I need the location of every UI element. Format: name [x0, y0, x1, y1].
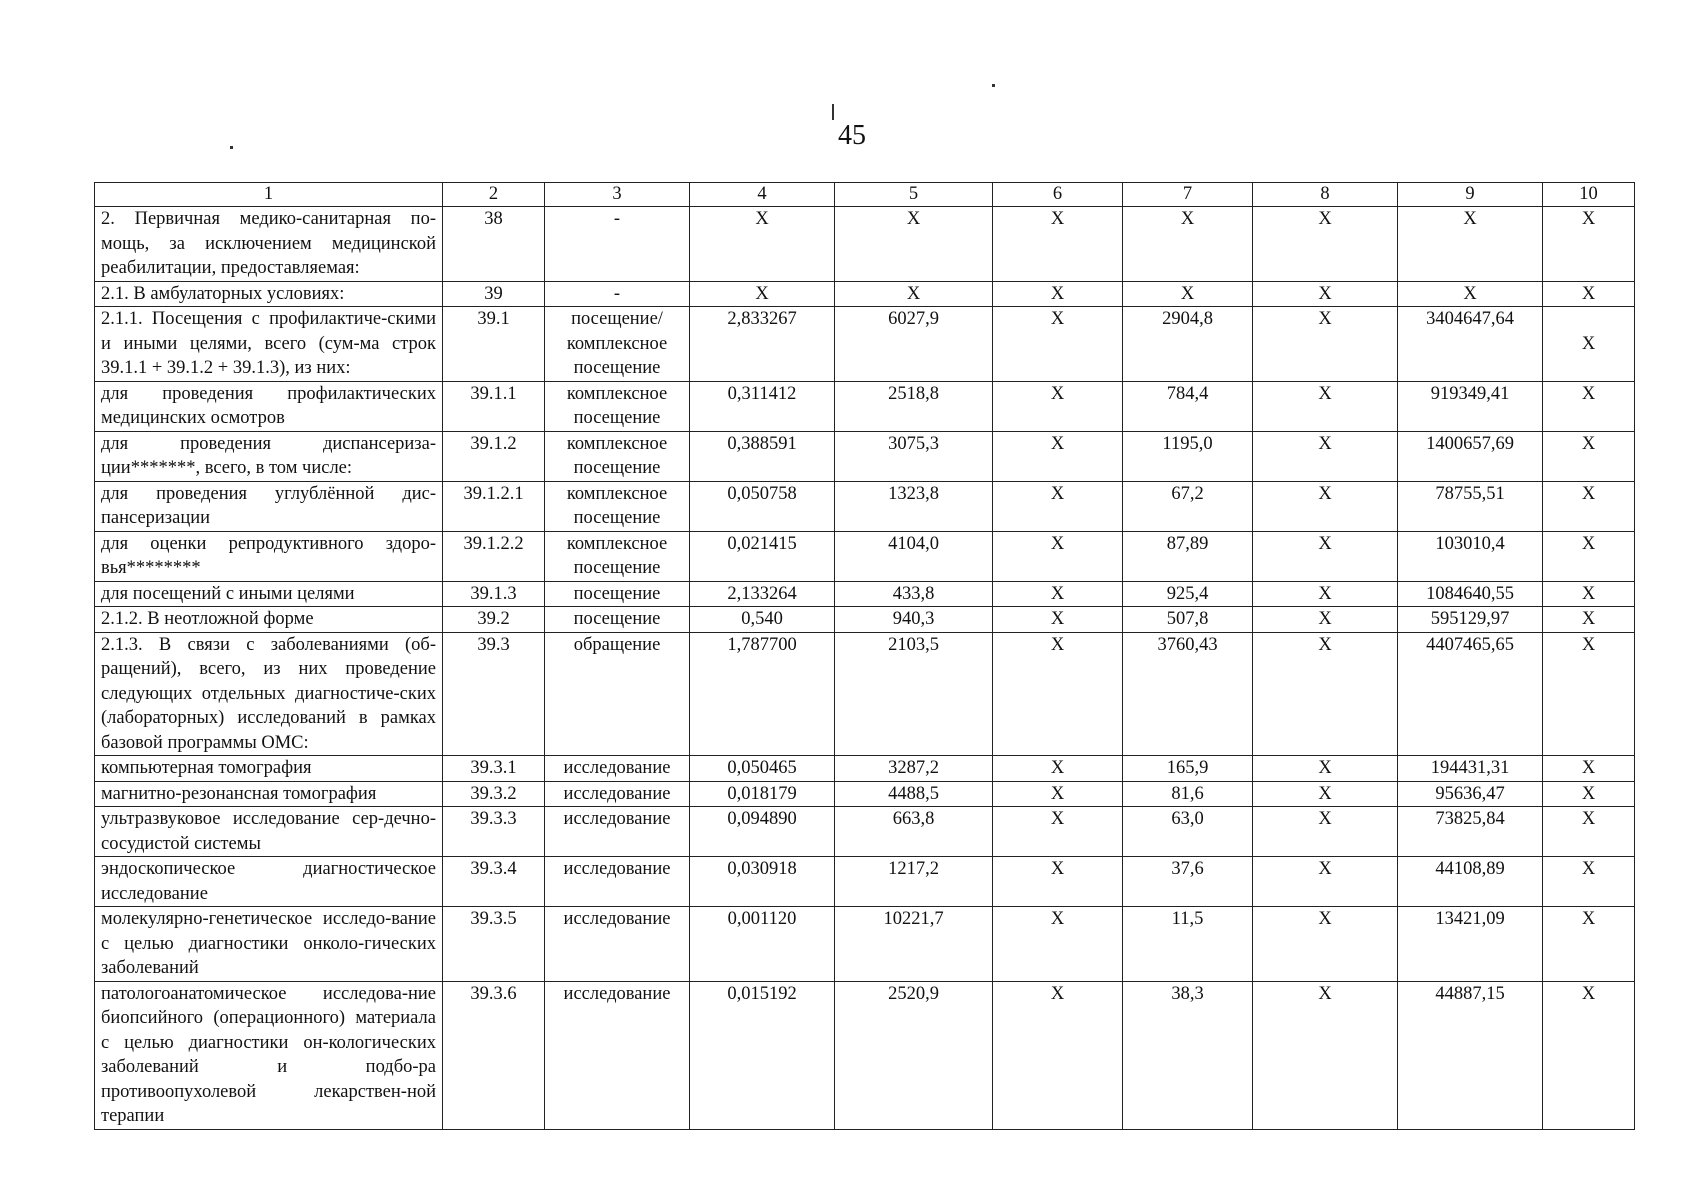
column-header: 1: [95, 183, 443, 207]
row-value-cell: 38,3: [1123, 981, 1253, 1129]
row-value-cell: Х: [1253, 381, 1398, 431]
row-name-cell: для проведения диспансериза-ции*******, всего, в том числе:: [95, 431, 443, 481]
row-value-cell: Х: [993, 807, 1123, 857]
row-value-cell: 95636,47: [1398, 781, 1543, 807]
row-code-cell: 39.2: [443, 607, 545, 633]
row-unit-cell: исследование: [545, 857, 690, 907]
row-name-cell: для проведения профилактических медицинских осмотров: [95, 381, 443, 431]
row-value-cell: Х: [1253, 581, 1398, 607]
row-name-cell: 2.1.1. Посещения с профилактиче-скими и иными целями, всего (сум-ма строк 39.1.1 + 39.1.2 + 39.1.3), из них:: [95, 307, 443, 382]
row-value-cell: Х: [1253, 307, 1398, 382]
column-header: 3: [545, 183, 690, 207]
row-code-cell: 39.3.5: [443, 907, 545, 982]
column-header: 8: [1253, 183, 1398, 207]
row-value-cell: 73825,84: [1398, 807, 1543, 857]
row-value-cell: Х: [1253, 531, 1398, 581]
row-code-cell: 39.3.4: [443, 857, 545, 907]
header-row: [95, 183, 1635, 207]
column-header: 7: [1123, 183, 1253, 207]
row-value-cell: 87,89: [1123, 531, 1253, 581]
page-number: 45: [838, 120, 866, 151]
row-value-cell: Х: [1543, 581, 1635, 607]
row-value-cell: Х: [1543, 607, 1635, 633]
row-value-cell: Х: [1543, 531, 1635, 581]
row-value-cell: Х: [1543, 481, 1635, 531]
row-value-cell: 0,050465: [690, 756, 835, 782]
row-value-cell: Х: [993, 481, 1123, 531]
row-value-cell: Х: [1543, 431, 1635, 481]
row-value-cell: Х: [1543, 807, 1635, 857]
table-body: [95, 183, 1635, 1130]
row-value-cell: Х: [1543, 381, 1635, 431]
row-value-cell: 1400657,69: [1398, 431, 1543, 481]
row-value-cell: Х: [1253, 607, 1398, 633]
row-unit-cell: посещение: [545, 581, 690, 607]
row-name-cell: для посещений с иными целями: [95, 581, 443, 607]
row-value-cell: Х: [993, 531, 1123, 581]
column-header: 4: [690, 183, 835, 207]
row-unit-cell: комплексное посещение: [545, 481, 690, 531]
row-value-cell: Х: [993, 607, 1123, 633]
row-value-cell: Х: [1253, 807, 1398, 857]
row-value-cell: Х: [993, 281, 1123, 307]
row-value-cell: 44108,89: [1398, 857, 1543, 907]
row-code-cell: 39: [443, 281, 545, 307]
row-value-cell: Х: [1253, 981, 1398, 1129]
row-value-cell: 103010,4: [1398, 531, 1543, 581]
row-unit-cell: обращение: [545, 632, 690, 756]
row-value-cell: 3287,2: [835, 756, 993, 782]
row-unit-cell: исследование: [545, 781, 690, 807]
row-value-cell: Х: [1123, 207, 1253, 282]
table-row: [95, 381, 1635, 431]
row-code-cell: 39.1: [443, 307, 545, 382]
column-header: 6: [993, 183, 1123, 207]
row-value-cell: Х: [1543, 632, 1635, 756]
row-value-cell: 3404647,64: [1398, 307, 1543, 382]
row-value-cell: 507,8: [1123, 607, 1253, 633]
table-row: [95, 581, 1635, 607]
table-row: [95, 207, 1635, 282]
row-unit-cell: комплексное посещение: [545, 431, 690, 481]
column-header: 9: [1398, 183, 1543, 207]
table-row: [95, 781, 1635, 807]
row-value-cell: Х: [1123, 281, 1253, 307]
row-value-cell: 1195,0: [1123, 431, 1253, 481]
row-value-cell: Х: [1253, 481, 1398, 531]
table-row: [95, 981, 1635, 1129]
row-value-cell: Х: [993, 907, 1123, 982]
row-value-cell: 1084640,55: [1398, 581, 1543, 607]
row-unit-cell: исследование: [545, 807, 690, 857]
table-row: [95, 632, 1635, 756]
row-code-cell: 39.3.1: [443, 756, 545, 782]
row-value-cell: 2904,8: [1123, 307, 1253, 382]
row-value-cell: Х: [1253, 756, 1398, 782]
row-value-cell: Х: [993, 981, 1123, 1129]
row-value-cell: Х: [1543, 307, 1635, 382]
row-name-cell: 2. Первичная медико-санитарная по-мощь, за исключением медицинской реабилитации, предоставляемая:: [95, 207, 443, 282]
row-value-cell: Х: [1253, 907, 1398, 982]
row-value-cell: 0,094890: [690, 807, 835, 857]
row-code-cell: 39.1.2: [443, 431, 545, 481]
row-name-cell: компьютерная томография: [95, 756, 443, 782]
row-value-cell: Х: [993, 756, 1123, 782]
row-value-cell: 0,050758: [690, 481, 835, 531]
table-row: [95, 756, 1635, 782]
data-table: [94, 182, 1635, 1130]
scan-speck: [992, 84, 995, 87]
row-value-cell: 4104,0: [835, 531, 993, 581]
row-value-cell: 67,2: [1123, 481, 1253, 531]
row-unit-cell: комплексное посещение: [545, 531, 690, 581]
row-value-cell: Х: [1543, 207, 1635, 282]
row-value-cell: 0,018179: [690, 781, 835, 807]
row-value-cell: Х: [1253, 431, 1398, 481]
row-value-cell: 663,8: [835, 807, 993, 857]
row-code-cell: 39.1.2.2: [443, 531, 545, 581]
row-value-cell: Х: [1543, 756, 1635, 782]
row-value-cell: 3075,3: [835, 431, 993, 481]
table-row: [95, 907, 1635, 982]
table-row: [95, 807, 1635, 857]
row-value-cell: 784,4: [1123, 381, 1253, 431]
column-header: 10: [1543, 183, 1635, 207]
row-value-cell: Х: [993, 207, 1123, 282]
row-value-cell: Х: [993, 431, 1123, 481]
row-value-cell: 37,6: [1123, 857, 1253, 907]
row-value-cell: Х: [1543, 857, 1635, 907]
row-name-cell: магнитно-резонансная томография: [95, 781, 443, 807]
row-value-cell: Х: [1543, 281, 1635, 307]
row-value-cell: 0,015192: [690, 981, 835, 1129]
row-value-cell: 10221,7: [835, 907, 993, 982]
row-value-cell: 11,5: [1123, 907, 1253, 982]
scan-speck: [230, 146, 233, 149]
row-name-cell: для оценки репродуктивного здоро-вья********: [95, 531, 443, 581]
row-value-cell: Х: [1398, 207, 1543, 282]
row-value-cell: Х: [993, 857, 1123, 907]
row-code-cell: 39.1.2.1: [443, 481, 545, 531]
row-value-cell: 4407465,65: [1398, 632, 1543, 756]
row-code-cell: 39.1.3: [443, 581, 545, 607]
row-value-cell: Х: [993, 632, 1123, 756]
row-code-cell: 39.3.3: [443, 807, 545, 857]
data-table-wrapper: [94, 182, 1634, 1130]
row-value-cell: 0,540: [690, 607, 835, 633]
row-value-cell: 0,001120: [690, 907, 835, 982]
table-row: [95, 281, 1635, 307]
row-value-cell: 2518,8: [835, 381, 993, 431]
row-value-cell: 2520,9: [835, 981, 993, 1129]
row-value-cell: Х: [1253, 857, 1398, 907]
row-code-cell: 39.3.2: [443, 781, 545, 807]
row-unit-cell: комплексное посещение: [545, 381, 690, 431]
row-value-cell: Х: [690, 207, 835, 282]
row-name-cell: патологоанатомическое исследова-ние биопсийного (операционного) материала с целью диагностики он-кологических заболеваний и подбо-ра противоопухолевой лекарствен-ной терапии: [95, 981, 443, 1129]
row-name-cell: для проведения углублённой дис-пансеризации: [95, 481, 443, 531]
row-value-cell: 0,021415: [690, 531, 835, 581]
row-value-cell: Х: [1253, 632, 1398, 756]
row-value-cell: Х: [690, 281, 835, 307]
row-code-cell: 39.3.6: [443, 981, 545, 1129]
table-row: [95, 307, 1635, 382]
row-value-cell: 194431,31: [1398, 756, 1543, 782]
row-value-cell: Х: [1543, 907, 1635, 982]
row-unit-cell: -: [545, 207, 690, 282]
row-value-cell: Х: [993, 381, 1123, 431]
row-unit-cell: исследование: [545, 981, 690, 1129]
row-value-cell: 6027,9: [835, 307, 993, 382]
row-value-cell: Х: [835, 207, 993, 282]
row-value-cell: Х: [1253, 281, 1398, 307]
row-value-cell: 2,133264: [690, 581, 835, 607]
row-value-cell: Х: [1253, 781, 1398, 807]
row-name-cell: 2.1. В амбулаторных условиях:: [95, 281, 443, 307]
row-value-cell: Х: [835, 281, 993, 307]
row-value-cell: 0,388591: [690, 431, 835, 481]
row-value-cell: Х: [1398, 281, 1543, 307]
row-unit-cell: посещение/ комплексное посещение: [545, 307, 690, 382]
row-code-cell: 39.1.1: [443, 381, 545, 431]
row-unit-cell: посещение: [545, 607, 690, 633]
column-header: 5: [835, 183, 993, 207]
row-value-cell: 1217,2: [835, 857, 993, 907]
row-code-cell: 38: [443, 207, 545, 282]
row-value-cell: 0,311412: [690, 381, 835, 431]
scan-speck: [832, 104, 834, 120]
row-name-cell: 2.1.3. В связи с заболеваниями (об-ращений), всего, из них проведение следующих отдельных диагностиче-ских (лабораторных) исследований в рамках базовой программы ОМС:: [95, 632, 443, 756]
table-row: [95, 857, 1635, 907]
row-value-cell: 165,9: [1123, 756, 1253, 782]
table-row: [95, 431, 1635, 481]
row-value-cell: 940,3: [835, 607, 993, 633]
row-value-cell: Х: [1543, 781, 1635, 807]
row-unit-cell: -: [545, 281, 690, 307]
row-value-cell: 13421,09: [1398, 907, 1543, 982]
row-name-cell: молекулярно-генетическое исследо-вание с целью диагностики онколо-гических заболеваний: [95, 907, 443, 982]
table-row: [95, 607, 1635, 633]
table-row: [95, 531, 1635, 581]
row-name-cell: ультразвуковое исследование сер-дечно-сосудистой системы: [95, 807, 443, 857]
row-value-cell: 919349,41: [1398, 381, 1543, 431]
row-unit-cell: исследование: [545, 756, 690, 782]
row-value-cell: 4488,5: [835, 781, 993, 807]
table-row: [95, 481, 1635, 531]
row-value-cell: 2,833267: [690, 307, 835, 382]
row-value-cell: 1323,8: [835, 481, 993, 531]
row-value-cell: Х: [1253, 207, 1398, 282]
row-value-cell: 925,4: [1123, 581, 1253, 607]
row-value-cell: 1,787700: [690, 632, 835, 756]
row-value-cell: 78755,51: [1398, 481, 1543, 531]
row-value-cell: 433,8: [835, 581, 993, 607]
row-value-cell: 63,0: [1123, 807, 1253, 857]
row-value-cell: Х: [993, 307, 1123, 382]
row-code-cell: 39.3: [443, 632, 545, 756]
row-value-cell: Х: [993, 581, 1123, 607]
row-value-cell: 81,6: [1123, 781, 1253, 807]
row-name-cell: 2.1.2. В неотложной форме: [95, 607, 443, 633]
row-value-cell: 0,030918: [690, 857, 835, 907]
row-value-cell: Х: [1543, 981, 1635, 1129]
column-header: 2: [443, 183, 545, 207]
row-name-cell: эндоскопическое диагностическое исследование: [95, 857, 443, 907]
row-value-cell: 2103,5: [835, 632, 993, 756]
row-value-cell: 3760,43: [1123, 632, 1253, 756]
row-value-cell: Х: [993, 781, 1123, 807]
row-value-cell: 44887,15: [1398, 981, 1543, 1129]
row-unit-cell: исследование: [545, 907, 690, 982]
row-value-cell: 595129,97: [1398, 607, 1543, 633]
